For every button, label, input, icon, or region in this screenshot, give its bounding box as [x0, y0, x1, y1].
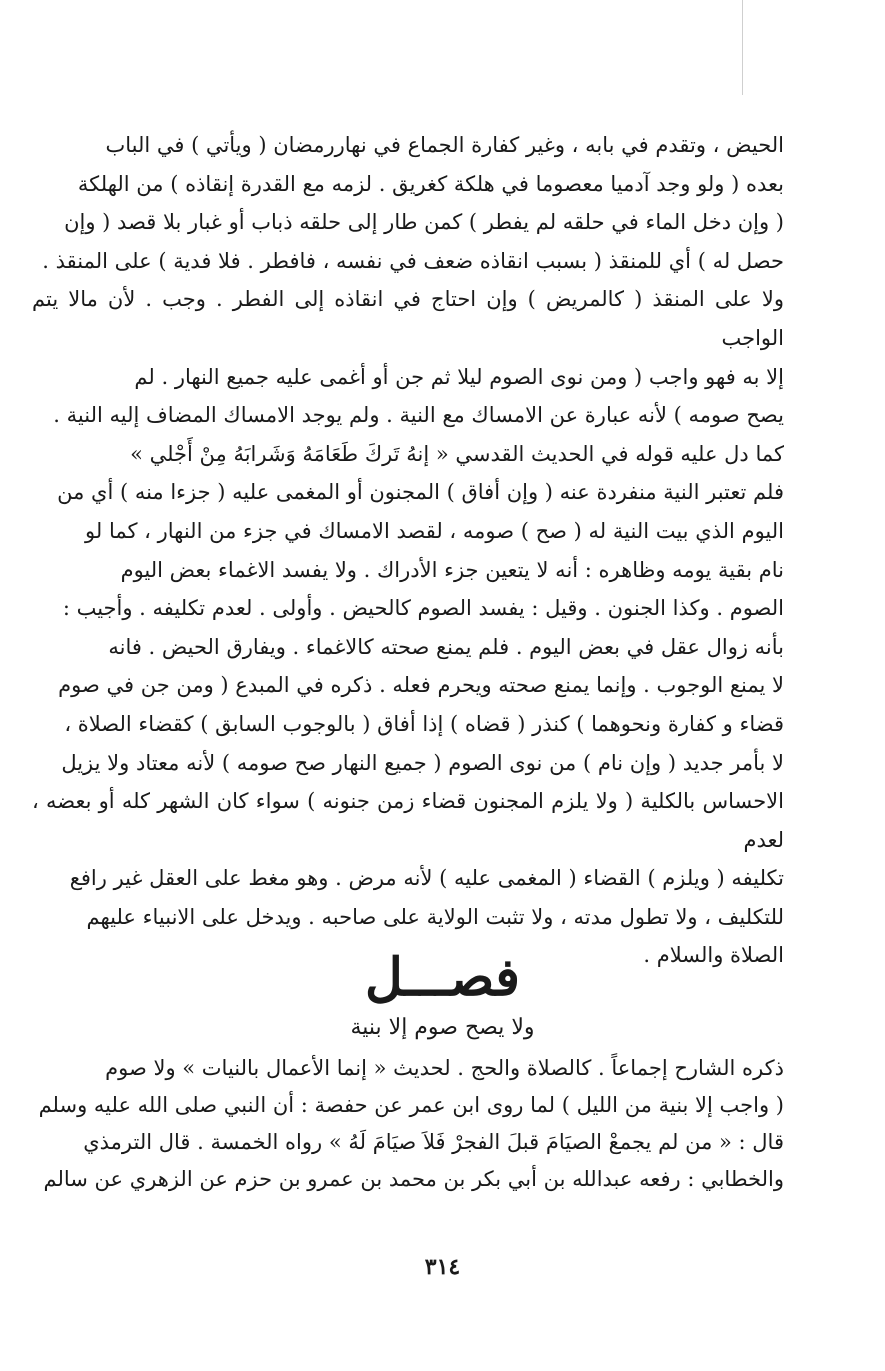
text-line: تكليفه ( ويلزم ) القضاء ( المغمى عليه ) لأنه مرض . وهو مغط على العقل غير رافع: [69, 866, 784, 891]
section-text-block: [32, 1050, 784, 1198]
text-line: حصل له ) أي للمنقذ ( بسبب انقاذه ضعف في نفسه ، فافطر . فلا فدية ) على المنقذ .: [42, 248, 784, 273]
text-line: الاحساس بالكلية ( ولا يلزم المجنون قضاء زمن جنونه ) سواء كان الشهر كله أو بعضه ، لعدم: [32, 789, 784, 852]
text-line: قال : « من لم يجمعْ الصيَامَ قبلَ الفجرْ فَلاَ صيَامَ لَهُ » رواه الخمسة . قال الترمذي: [83, 1130, 784, 1154]
text-line: للتكليف ، ولا تطول مدته ، ولا تثبت الولاية على صاحبه . ويدخل على الانبياء عليهم: [86, 904, 784, 929]
text-line: ولا على المنقذ ( كالمريض ) وإن احتاج في انقاذه إلى الفطر . وجب . لأن مالا يتم الواجب: [32, 287, 784, 350]
scan-edge-line: [742, 0, 743, 95]
text-line: الصوم . وكذا الجنون . وقيل : يفسد الصوم كالحيض . وأولى . لعدم تكليفه . وأجيب :: [62, 596, 784, 621]
text-line: ( وإن دخل الماء في حلقه لم يفطر ) كمن طار إلى حلقه ذباب أو غبار بلا قصد ( وإن: [64, 210, 784, 235]
main-text-block: [32, 126, 784, 975]
text-line: بأنه زوال عقل في بعض اليوم . فلم يمنع صحته كالاغماء . ويفارق الحيض . فانه: [108, 634, 784, 659]
text-line: ( واجب إلا بنية من الليل ) لما روى ابن عمر عن حفصة : أن النبي صلى الله عليه وسلم: [38, 1093, 784, 1117]
text-line: ذكره الشارح إجماعاً . كالصلاة والحج . لحديث « إنما الأعمال بالنيات » ولا صوم: [105, 1056, 784, 1080]
page-number: ٣١٤: [424, 1254, 461, 1280]
text-line: لا يمنع الوجوب . وإنما يمنع صحته ويحرم فعله . ذكره في المبدع ( ومن جن في صوم: [58, 673, 784, 698]
text-line: لا بأمر جديد ( وإن نام ) من نوى الصوم ( جميع النهار صح صومه ) لأنه معتاد ولا يزيل: [61, 750, 784, 775]
text-line: والخطابي : رفعه عبدالله بن أبي بكر بن محمد بن عمرو بن حزم عن الزهري عن سالم: [43, 1167, 784, 1191]
text-line: إلا به فهو واجب ( ومن نوى الصوم ليلا ثم جن أو أغمى عليه جميع النهار . لم: [134, 364, 784, 389]
text-line: الصلاة والسلام .: [643, 943, 784, 968]
text-line: الحيض ، وتقدم في بابه ، وغير كفارة الجماع في نهاررمضان ( ويأتي ) في الباب: [105, 133, 784, 157]
text-line: قضاء و كفارة ونحوهما ) كنذر ( قضاه ) إذا أفاق ( بالوجوب السابق ) كقضاء الصلاة ،: [64, 711, 784, 736]
text-line: اليوم الذي بيت النية له ( صح ) صومه ، لقصد الامساك في جزء من النهار ، كما لو: [85, 518, 784, 543]
chapter-subheading: ولا يصح صوم إلا بنية: [350, 1015, 535, 1040]
chapter-heading: فصـــل: [364, 947, 521, 1008]
text-line: فلم تعتبر النية منفردة عنه ( وإن أفاق ) المجنون أو المغمى عليه ( جزءا منه ) أي من: [57, 480, 784, 505]
text-line: يصح صومه ) لأنه عبارة عن الامساك مع النية . ولم يوجد الامساك المضاف إليه النية .: [53, 403, 784, 428]
text-line: بعده ( ولو وجد آدميا معصوما في هلكة كغريق . لزمه مع القدرة إنقاذه ) من الهلكة: [77, 171, 784, 196]
text-line: كما دل عليه قوله في الحديث القدسي « إنهُ تَركَ طَعَامَهُ وَشَرابَهُ مِنْ أَجْلي »: [130, 441, 784, 466]
text-line: نام بقية يومه وظاهره : أنه لا يتعين جزء الأدراك . ولا يفسد الاغماء بعض اليوم: [120, 557, 784, 582]
